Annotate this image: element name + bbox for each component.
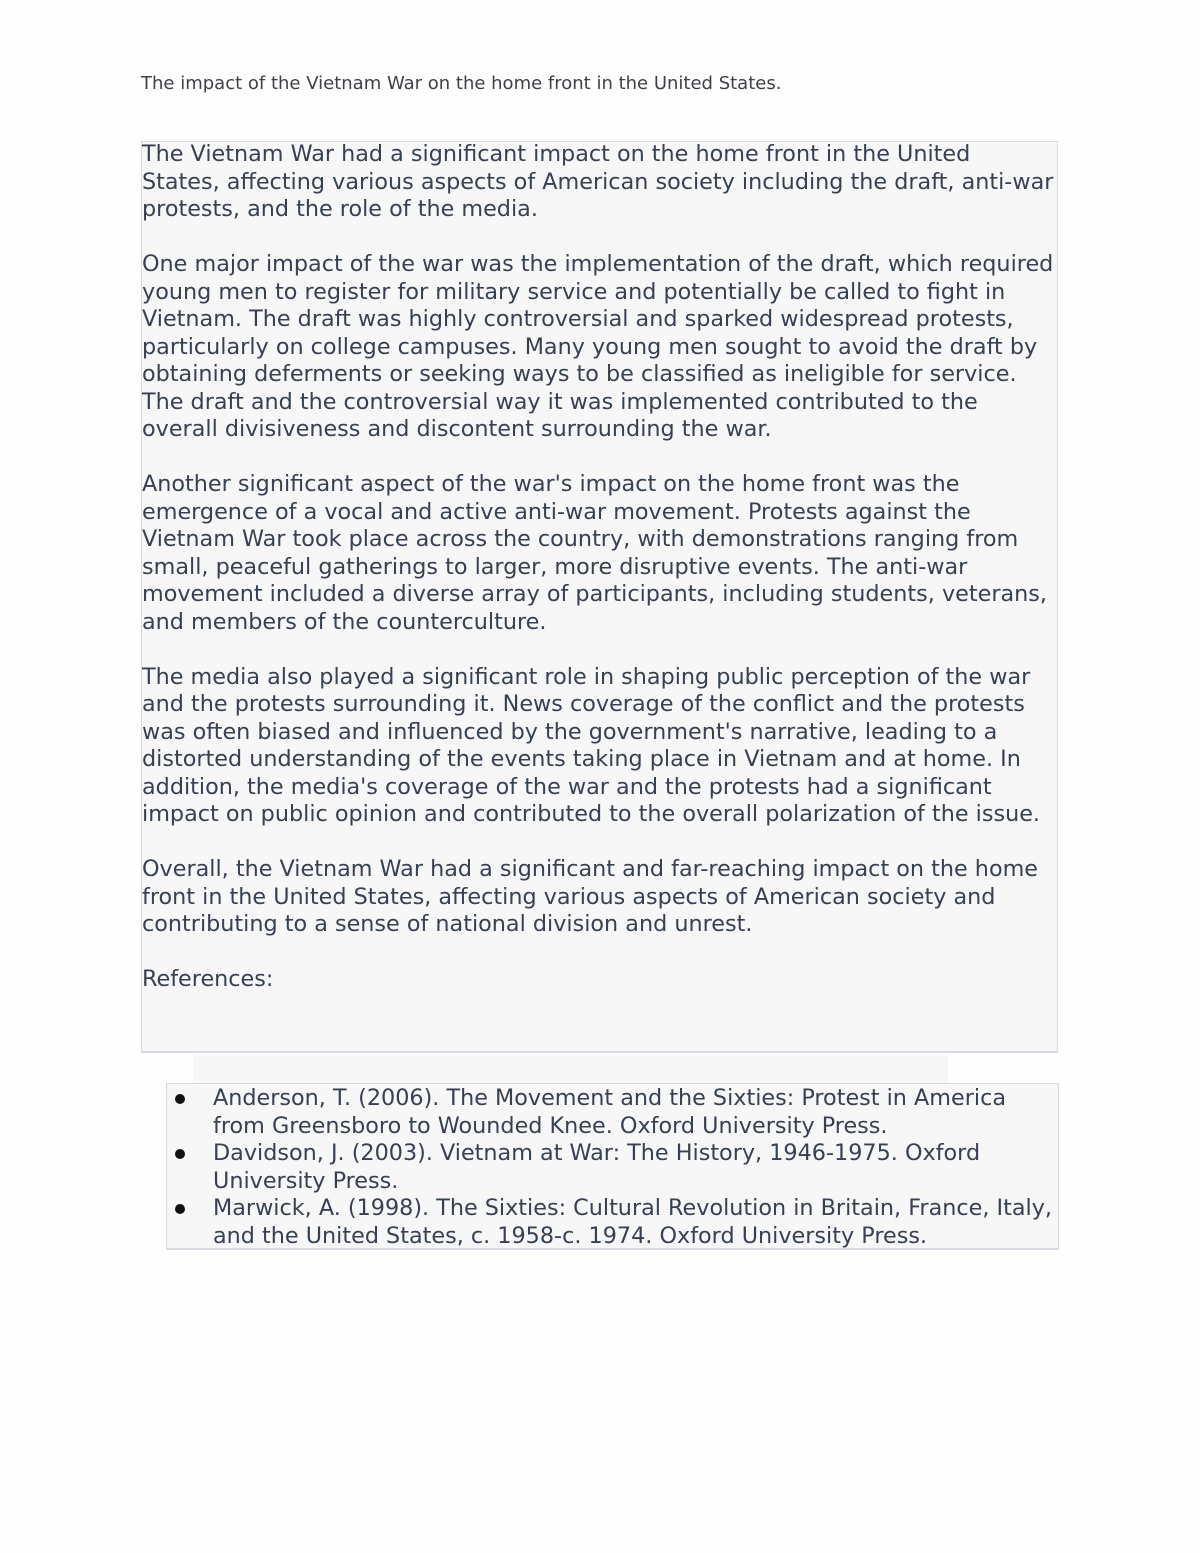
response-block xyxy=(142,141,1054,994)
block-separator xyxy=(193,1055,948,1083)
reference-item xyxy=(166,1085,1056,1140)
reference-item xyxy=(166,1140,1056,1195)
references-list xyxy=(166,1085,1056,1250)
bullet-icon xyxy=(175,1149,185,1159)
references-heading: References: xyxy=(142,966,274,992)
response-paragraph: Another significant aspect of the war's impact on the home front was the emergence of a vocal and active anti-war movement. Protests against the Vietnam War took place across the country, with demonstrations ranging from small, peaceful gatherings to larger, more disruptive events. The anti-war movement included a diverse array of participants, including students, veterans, and members of the counterculture. xyxy=(142,471,1047,635)
document-title: The impact of the Vietnam War on the home front in the United States. xyxy=(141,73,782,94)
reference-text: Marwick, A. (1998). The Sixties: Cultural Revolution in Britain, France, Italy, and the United States, c. 1958-c. 1974. Oxford University Press. xyxy=(213,1195,1052,1249)
response-paragraph: One major impact of the war was the implementation of the draft, which required young men to register for military service and potentially be called to fight in Vietnam. The draft was highly controversial and sparked widespread protests, particularly on college campuses. Many young men sought to avoid the draft by obtaining deferments or seeking ways to be classified as ineligible for service. The draft and the controversial way it was implemented contributed to the overall divisiveness and discontent surrounding the war. xyxy=(142,251,1054,442)
reference-text: Davidson, J. (2003). Vietnam at War: The History, 1946-1975. Oxford University Press. xyxy=(213,1140,981,1194)
response-paragraph: The Vietnam War had a significant impact on the home front in the United States, affecting various aspects of American society including the draft, anti-war protests, and the role of the media. xyxy=(142,141,1054,222)
bullet-icon xyxy=(175,1094,185,1104)
response-paragraph: Overall, the Vietnam War had a significant and far-reaching impact on the home front in the United States, affecting various aspects of American society and contributing to a sense of national division and unrest. xyxy=(142,856,1039,937)
reference-text: Anderson, T. (2006). The Movement and the Sixties: Protest in America from Greensboro to Wounded Knee. Oxford University Press. xyxy=(213,1085,1006,1139)
response-paragraph: The media also played a significant role in shaping public perception of the war and the protests surrounding it. News coverage of the conflict and the protests was often biased and influenced by the government's narrative, leading to a distorted understanding of the events taking place in Vietnam and at home. In addition, the media's coverage of the war and the protests had a significant impact on public opinion and contributed to the overall polarization of the issue. xyxy=(142,663,1041,827)
bullet-icon xyxy=(175,1204,185,1214)
reference-item xyxy=(166,1195,1056,1250)
